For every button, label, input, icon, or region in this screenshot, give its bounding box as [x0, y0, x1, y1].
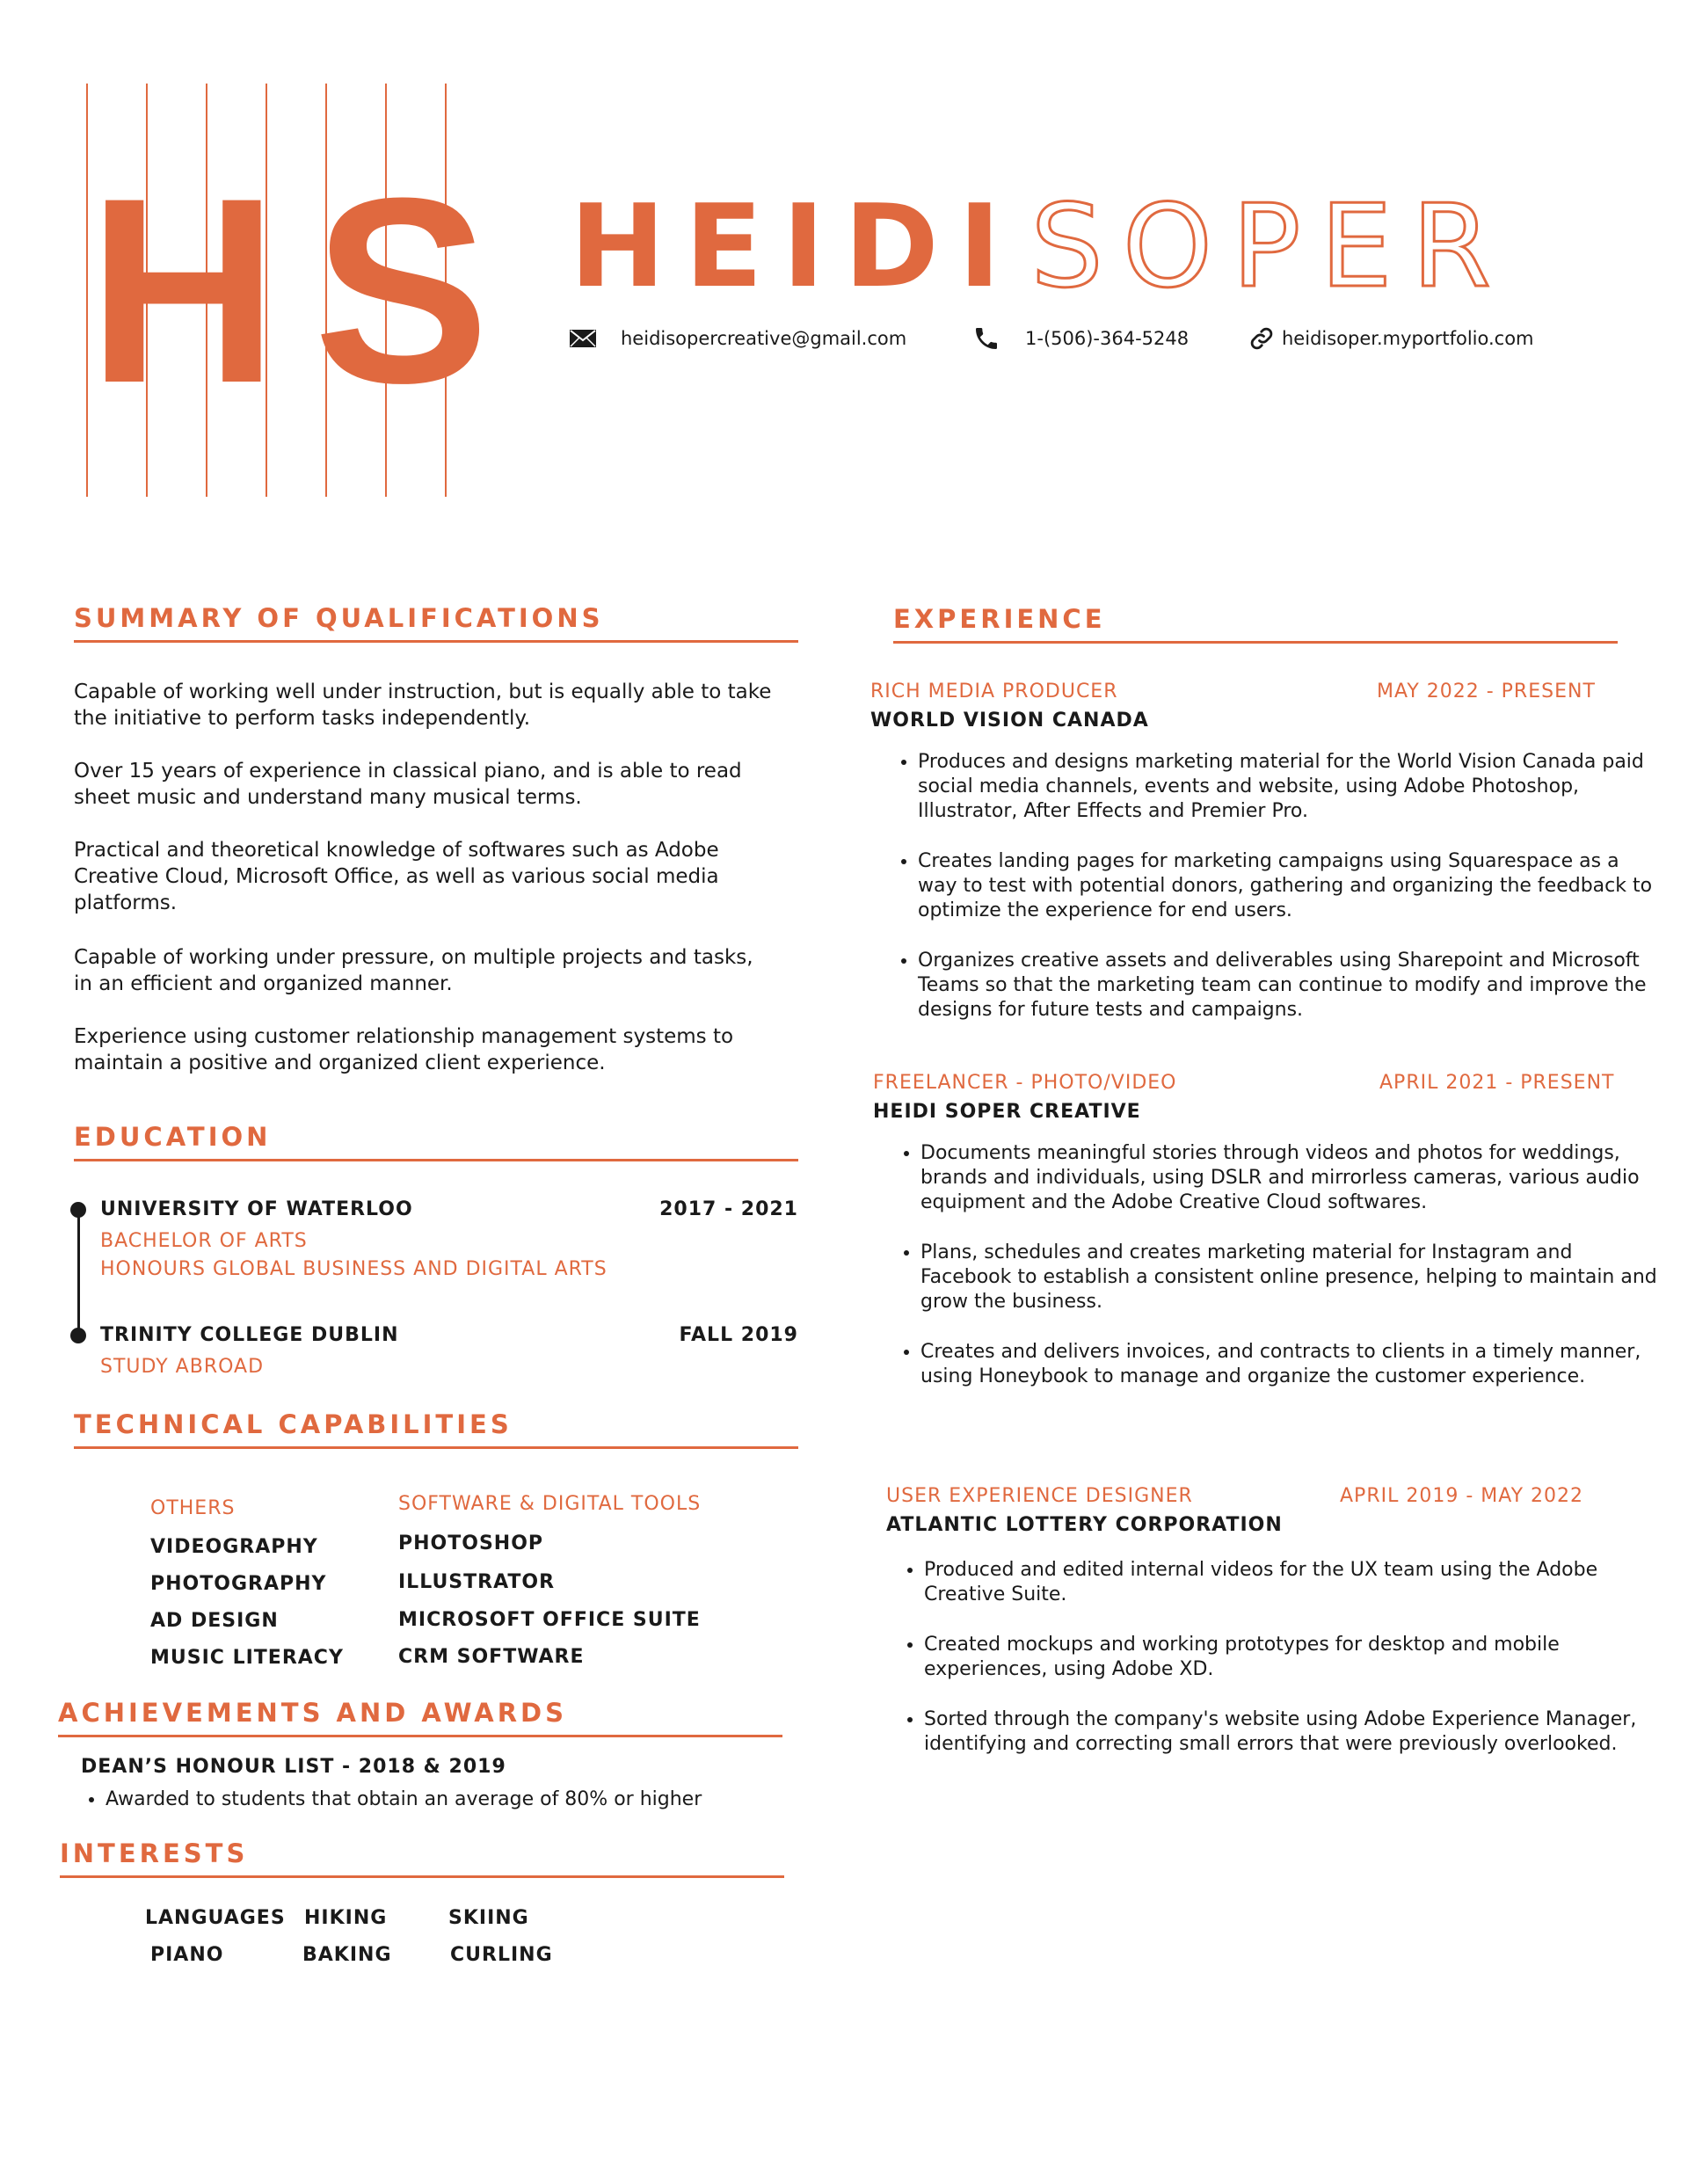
- job-org: WORLD VISION CANADA: [870, 710, 1149, 732]
- award-list: [74, 1787, 826, 1837]
- first-name: HEIDI: [570, 179, 1021, 313]
- school-date: 2017 - 2021: [659, 1198, 798, 1220]
- job-bullet: • Creates landing pages for marketing campaigns using Squarespace as a way to test with potential donors, gathering and organizing the feedback to optimize the experience for end users.: [918, 848, 1655, 923]
- job-date: APRIL 2021 - PRESENT: [1379, 1072, 1615, 1094]
- job-role: RICH MEDIA PRODUCER: [870, 681, 1118, 703]
- summary-paragraph: Over 15 years of experience in classical piano, and is able to read sheet music and understand many musical terms.: [74, 760, 742, 809]
- education-title: EDUCATION: [74, 1122, 272, 1152]
- software-item: PHOTOSHOP: [398, 1532, 544, 1554]
- name-heading: [570, 180, 1510, 312]
- interest-item: LANGUAGES: [145, 1907, 286, 1929]
- award-title: DEAN’S HONOUR LIST - 2018 & 2019: [81, 1756, 506, 1778]
- software-item: ILLUSTRATOR: [398, 1571, 556, 1593]
- degree: BACHELOR OF ARTS: [100, 1230, 308, 1252]
- interest-item: BAKING: [302, 1944, 392, 1966]
- timeline-dot: [70, 1328, 86, 1343]
- job-bullet: • Documents meaningful stories through videos and photos for weddings, brands and individuals, using DSLR and mirrorless cameras, various audio equipment and the Adobe Creative Cloud softwares.: [920, 1140, 1657, 1215]
- interests-rule: [60, 1875, 784, 1878]
- skill-item: PHOTOGRAPHY: [150, 1573, 327, 1595]
- website-text: heidisoper.myportfolio.com: [1282, 328, 1534, 349]
- email-text: heidisopercreative@gmail.com: [621, 328, 907, 349]
- job-bullet: • Plans, schedules and creates marketing material for Instagram and Facebook to establish a consistent online presence, helping to maintain and grow the business.: [920, 1240, 1657, 1314]
- award-detail: • Awarded to students that obtain an average of 80% or higher: [106, 1787, 826, 1812]
- job-bullets: [886, 749, 1655, 1047]
- school-name: UNIVERSITY OF WATERLOO: [100, 1198, 413, 1220]
- contact-website[interactable]: [1248, 323, 1534, 354]
- job-bullet: • Produced and edited internal videos for the UX team using the Adobe Creative Suite.: [924, 1557, 1654, 1607]
- interests-title: INTERESTS: [60, 1838, 249, 1868]
- job-date: MAY 2022 - PRESENT: [1377, 681, 1596, 703]
- interest-item: HIKING: [304, 1907, 388, 1929]
- experience-title: EXPERIENCE: [893, 604, 1106, 634]
- job-role: USER EXPERIENCE DESIGNER: [886, 1485, 1193, 1507]
- interest-item: CURLING: [450, 1944, 553, 1966]
- job-date: APRIL 2019 - MAY 2022: [1340, 1485, 1583, 1507]
- job-bullet: • Produces and designs marketing material for the World Vision Canada paid social media channels, events and website, using Adobe Photoshop, Illustrator, After Effects and Premier Pro.: [918, 749, 1655, 824]
- school-name: TRINITY COLLEGE DUBLIN: [100, 1324, 399, 1346]
- job-org: HEIDI SOPER CREATIVE: [873, 1101, 1141, 1123]
- phone-icon: [972, 324, 1000, 353]
- link-icon: [1248, 325, 1275, 352]
- technical-rule: [74, 1446, 798, 1449]
- summary-rule: [74, 640, 798, 643]
- job-role: FREELANCER - PHOTO/VIDEO: [873, 1072, 1177, 1094]
- monogram: HS: [88, 142, 525, 438]
- achievements-title: ACHIEVEMENTS AND AWARDS: [58, 1698, 567, 1728]
- job-org: ATLANTIC LOTTERY CORPORATION: [886, 1514, 1283, 1536]
- job-bullets: [892, 1557, 1654, 1781]
- skill-item: MUSIC LITERACY: [150, 1647, 344, 1669]
- job-bullet: • Creates and delivers invoices, and contracts to clients in a timely manner, using Honeybook to manage and organize the customer experience.: [920, 1339, 1657, 1389]
- skill-item: AD DESIGN: [150, 1610, 279, 1632]
- summary-title: SUMMARY OF QUALIFICATIONS: [74, 603, 604, 633]
- summary-paragraph: Experience using customer relationship management systems to maintain a positive and organized client experience.: [74, 1025, 734, 1074]
- skill-item: VIDEOGRAPHY: [150, 1536, 318, 1558]
- software-heading: SOFTWARE & DIGITAL TOOLS: [398, 1493, 702, 1515]
- education-rule: [74, 1159, 798, 1161]
- contact-email[interactable]: [570, 323, 906, 354]
- phone-text: 1-(506)-364-5248: [1025, 328, 1190, 349]
- technical-title: TECHNICAL CAPABILITIES: [74, 1409, 513, 1439]
- summary-paragraph: Capable of working under pressure, on multiple projects and tasks, in an efficient and organized manner.: [74, 946, 753, 995]
- job-bullets: [889, 1140, 1657, 1414]
- job-bullet: • Organizes creative assets and deliverables using Sharepoint and Microsoft Teams so that the marketing team can continue to modify and improve the designs for future tests and campaigns.: [918, 948, 1655, 1023]
- degree-major: HONOURS GLOBAL BUSINESS AND DIGITAL ARTS: [100, 1258, 608, 1280]
- last-name: SOPER: [1030, 179, 1510, 313]
- software-item: MICROSOFT OFFICE SUITE: [398, 1609, 701, 1631]
- education-timeline: [77, 1209, 80, 1335]
- job-bullet: • Created mockups and working prototypes for desktop and mobile experiences, using Adobe XD.: [924, 1632, 1654, 1682]
- interest-item: PIANO: [150, 1944, 224, 1966]
- interest-item: SKIING: [448, 1907, 529, 1929]
- software-item: CRM SOFTWARE: [398, 1646, 585, 1668]
- summary-paragraph: Capable of working well under instruction, but is equally able to take the initiative to perform tasks independently.: [74, 681, 772, 730]
- others-heading: OTHERS: [150, 1497, 236, 1519]
- achievements-rule: [58, 1735, 782, 1737]
- experience-rule: [893, 641, 1618, 644]
- summary-paragraph: Practical and theoretical knowledge of softwares such as Adobe Creative Cloud, Microsoft Office, as well as various social media platforms.: [74, 839, 719, 914]
- envelope-icon: [570, 330, 596, 347]
- school-date: FALL 2019: [679, 1324, 798, 1346]
- contact-phone[interactable]: [972, 323, 1189, 354]
- job-bullet: • Sorted through the company's website using Adobe Experience Manager, identifying and correcting small errors that were previously overlooked.: [924, 1707, 1654, 1757]
- timeline-dot: [70, 1202, 86, 1218]
- program: STUDY ABROAD: [100, 1356, 265, 1378]
